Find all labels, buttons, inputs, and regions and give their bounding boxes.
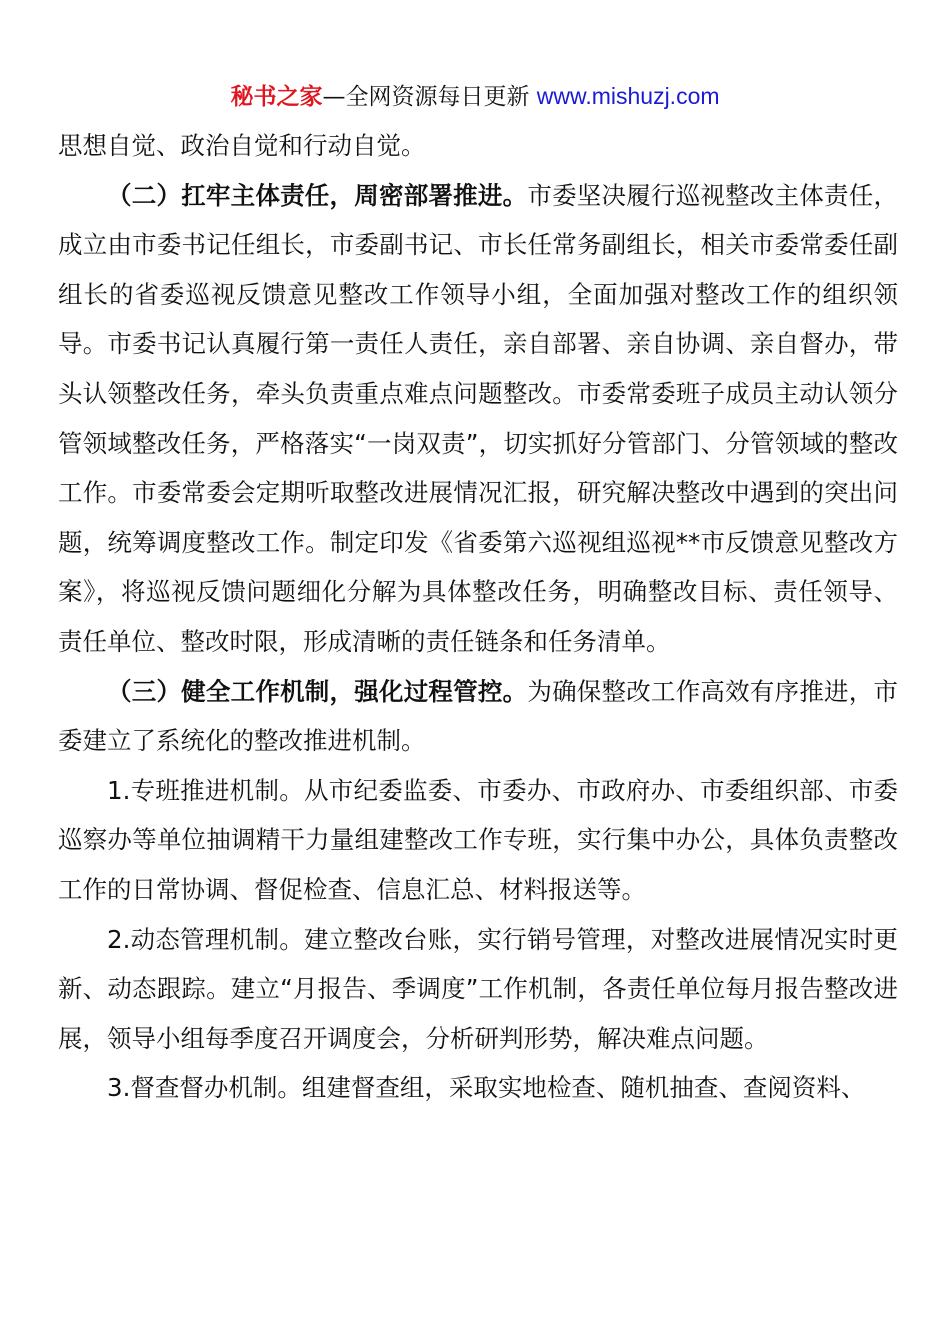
paragraph-text: 2.动态管理机制。建立整改台账，实行销号管理，对整改进展情况实时更新、动态跟踪。建立“月报告、季调度”工作机制，各责任单位每月报告整改进展，领导小组每季度召开调度会，分析研判形势，解决难点问题。 bbox=[58, 924, 898, 1053]
paragraph-text: 市委坚决履行巡视整改主体责任，成立由市委书记任组长，市委副书记、市长任常务副组长，相关市委常委任副组长的省委巡视反馈意见整改工作领导小组，全面加强对整改工作的组织领导。市委书记认真履行第一责任人责任，亲自部署、亲自协调、亲自督办，带头认领整改任务，牵头负责重点难点问题整改。市委常委班子成员主动认领分管领域整改任务，严格落实“一岗双责”，切实抓好分管部门、分管领域的整改工作。市委常委会定期听取整改进展情况汇报，研究解决整改中遇到的突出问题，统筹调度整改工作。制定印发《省委第六巡视组巡视**市反馈意见整改方案》，将巡视反馈问题细化分解为具体整改任务，明确整改目标、责任领导、责任单位、整改时限，形成清晰的责任链条和任务清单。 bbox=[58, 180, 899, 656]
header-tagline: —全网资源每日更新 bbox=[322, 84, 537, 110]
paragraph-section-3 bbox=[58, 667, 898, 766]
header-site-link[interactable]: www.mishuzj.com bbox=[536, 83, 720, 109]
document-body bbox=[58, 121, 898, 1113]
section-heading: （二）扛牢主体责任，周密部署推进。 bbox=[107, 180, 528, 210]
paragraph-mechanism-1 bbox=[58, 766, 898, 915]
page-header bbox=[0, 80, 950, 113]
paragraph-mechanism-2 bbox=[58, 915, 898, 1064]
paragraph-text: 3.督查督办机制。组建督查组，采取实地检查、随机抽查、查阅资料、 bbox=[107, 1073, 866, 1103]
header-brand: 秘书之家 bbox=[230, 84, 323, 110]
paragraph-mechanism-3 bbox=[58, 1063, 898, 1113]
paragraph-text: 1.专班推进机制。从市纪委监委、市委办、市政府办、市委组织部、市委巡察办等单位抽调精干力量组建整改工作专班，实行集中办公，具体负责整改工作的日常协调、督促检查、信息汇总、材料报送等。 bbox=[58, 775, 898, 904]
section-heading: （三）健全工作机制，强化过程管控。 bbox=[107, 676, 528, 706]
paragraph-text: 思想自觉、政治自觉和行动自觉。 bbox=[58, 131, 426, 160]
paragraph-section-2 bbox=[58, 171, 898, 667]
paragraph-continuation bbox=[58, 121, 898, 171]
paragraph-text: 为确保整改工作高效有序推进，市委建立了系统化的整改推进机制。 bbox=[58, 676, 899, 756]
